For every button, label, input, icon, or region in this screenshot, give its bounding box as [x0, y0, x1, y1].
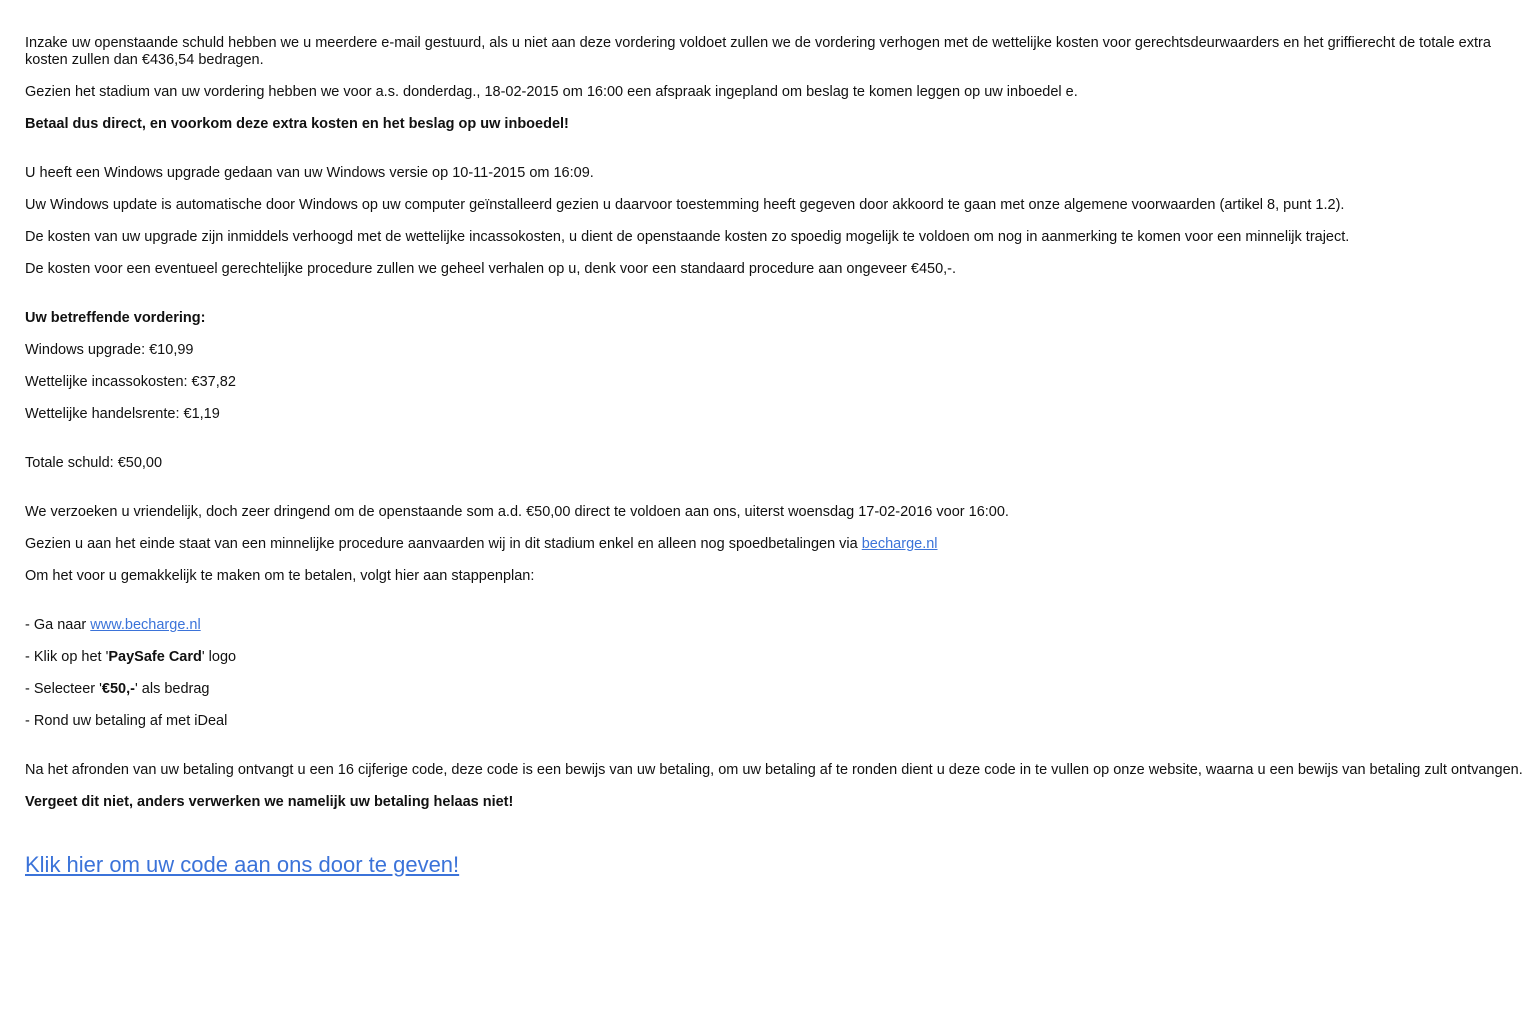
step-4: - Rond uw betaling af met iDeal: [25, 713, 228, 729]
step-3-suffix: ' als bedrag: [134, 681, 210, 697]
step-3-prefix: - Selecteer ': [25, 681, 102, 697]
becharge-www-link[interactable]: www.becharge.nl: [90, 617, 201, 633]
closing-warning-bold: Vergeet dit niet, anders verwerken we namelijk uw betaling helaas niet!: [25, 794, 514, 810]
step-3: [25, 681, 1531, 698]
spacer: [25, 148, 1531, 165]
step-3-bold: €50,-: [101, 681, 135, 697]
request-steps-intro: Om het voor u gemakkelijk te maken om te betalen, volgt hier aan stappenplan:: [25, 568, 535, 584]
spacer: [25, 438, 1531, 455]
intro-warning-bold: Betaal dus direct, en voorkom deze extra kosten en het beslag op uw inboedel!: [25, 116, 569, 132]
details-auto-install: Uw Windows update is automatische door Windows op uw computer geïnstalleerd gezien u daarvoor toestemming heeft gegeven door akkoord te gaan met onze algemene voorwaarden (artikel 8, punt 1.2).: [25, 197, 1345, 213]
step-1: [25, 617, 1531, 634]
email-body: [25, 35, 1531, 878]
claim-total: Totale schuld: €50,00: [25, 455, 163, 471]
claim-heading: Uw betreffende vordering:: [25, 310, 206, 326]
request-payment-method: [25, 536, 1531, 553]
step-2-prefix: - Klik op het ': [25, 649, 109, 665]
claim-item-collection-costs: Wettelijke incassokosten: €37,82: [25, 374, 236, 390]
request-payment-method-text: Gezien u aan het einde staat van een minnelijke procedure aanvaarden wij in dit stadium enkel en alleen nog spoedbetalingen via: [25, 536, 862, 552]
step-2: [25, 649, 1531, 666]
step-2-suffix: ' logo: [201, 649, 237, 665]
step-2-bold: PaySafe Card: [108, 649, 202, 665]
details-upgrade-date: U heeft een Windows upgrade gedaan van uw Windows versie op 10-11-2015 om 16:09.: [25, 165, 594, 181]
claim-item-upgrade: Windows upgrade: €10,99: [25, 342, 194, 358]
submit-code-link[interactable]: Klik hier om uw code aan ons door te geven!: [25, 852, 460, 877]
step-1-text: - Ga naar: [25, 617, 91, 633]
closing-code-info: Na het afronden van uw betaling ontvangt u een 16 cijferige code, deze code is een bewijs van uw betaling, om uw betaling af te ronden dient u deze code in te vullen op onze website, waarna u een bewijs van betaling zult ontvangen.: [25, 762, 1523, 778]
spacer: [25, 745, 1531, 762]
details-costs-increased: De kosten van uw upgrade zijn inmiddels verhoogd met de wettelijke incassokosten, u dient de openstaande kosten zo spoedig mogelijk te voldoen om nog in aanmerking te komen voor een minnelijk traject.: [25, 229, 1350, 245]
claim-item-interest: Wettelijke handelsrente: €1,19: [25, 406, 220, 422]
details-court-costs: De kosten voor een eventueel gerechtelijke procedure zullen we geheel verhalen op u, denk voor een standaard procedure aan ongeveer €450,-.: [25, 261, 957, 277]
intro-paragraph-debt: Inzake uw openstaande schuld hebben we u meerdere e-mail gestuurd, als u niet aan deze vordering voldoet zullen we de vordering verhogen met de wettelijke kosten voor gerechtsdeurwaarders en het griffierecht de totale extra kosten zullen dan €436,54 bedragen.: [25, 35, 1491, 68]
request-payment-deadline: We verzoeken u vriendelijk, doch zeer dringend om de openstaande som a.d. €50,00 direct te voldoen aan ons, uiterst woensdag 17-02-2016 voor 16:00.: [25, 504, 1009, 520]
becharge-link[interactable]: becharge.nl: [861, 536, 938, 552]
spacer: [25, 600, 1531, 617]
intro-paragraph-seizure: Gezien het stadium van uw vordering hebben we voor a.s. donderdag., 18-02-2015 om 16:00 een afspraak ingepland om beslag te komen leggen op uw inboedel e.: [25, 84, 1078, 100]
spacer: [25, 487, 1531, 504]
spacer: [25, 293, 1531, 310]
